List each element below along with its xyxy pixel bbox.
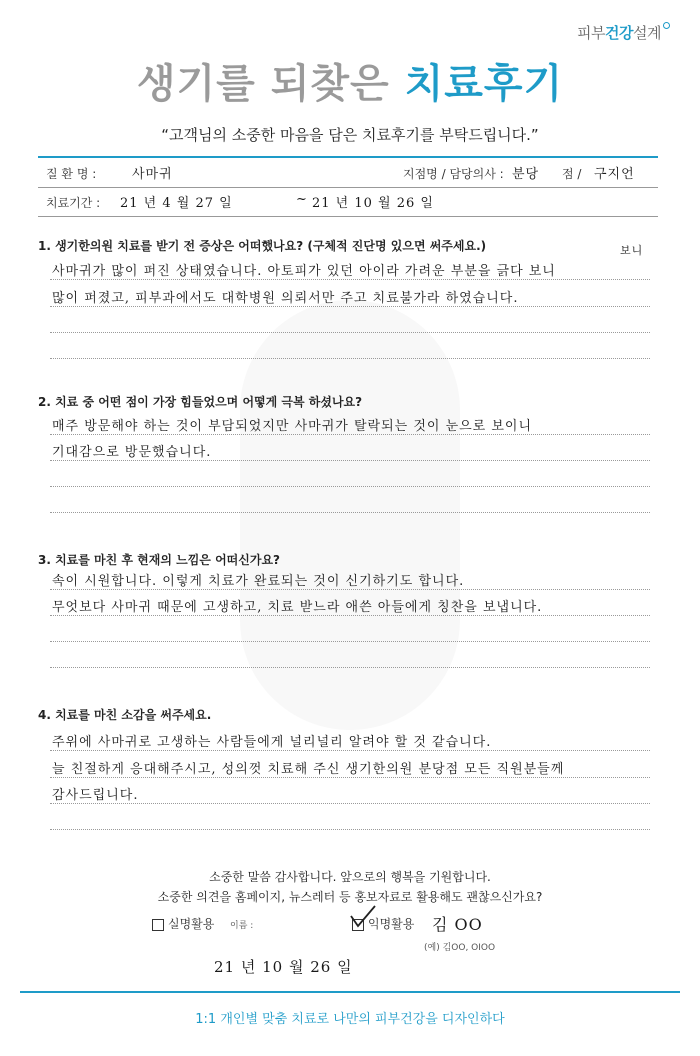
header-bottom-rule <box>38 216 658 217</box>
anonymous-option[interactable]: 익명활용 <box>352 915 414 932</box>
answer-1-line-1: 사마귀가 많이 퍼진 상태였습니다. 아토피가 있던 아이라 가려운 부분을 긁다 보니 <box>52 264 556 279</box>
answer-line <box>50 750 650 751</box>
question-1: 1. 생기한의원 치료를 받기 전 증상은 어떠했나요? (구체적 진단명 있으면 써주세요.) <box>38 239 487 253</box>
answer-1-line-2: 많이 퍼졌고, 피부과에서도 대학병원 의뢰서만 주고 치료불가라 하였습니다. <box>52 291 519 306</box>
answer-2-line-2: 기대감으로 방문했습니다. <box>52 445 212 460</box>
logo-dot-icon <box>663 22 670 29</box>
answer-line <box>50 615 650 616</box>
branch-suffix: 점 / <box>562 167 582 181</box>
name-example: (예) 김OO, OIOO <box>424 943 496 953</box>
name-label: 이름 : <box>230 921 254 931</box>
question-4: 4. 치료를 마친 소감을 써주세요. <box>38 708 212 722</box>
closing-thanks: 소중한 말씀 감사합니다. 앞으로의 행복을 기원합니다. <box>209 870 491 884</box>
disease-value: 사마귀 <box>132 167 173 182</box>
answer-line <box>50 332 650 333</box>
answer-line <box>50 641 650 642</box>
anonymous-name: 김 OO <box>432 915 483 934</box>
real-name-checkbox[interactable] <box>152 919 164 931</box>
checkmark-icon <box>348 904 378 930</box>
disease-label: 질 환 명 : <box>46 167 97 181</box>
background-watermark <box>240 300 460 730</box>
period-end: 21 년 10 월 26 일 <box>312 196 434 211</box>
real-name-option[interactable]: 실명활용 <box>152 915 214 932</box>
answer-line <box>50 358 650 359</box>
answer-line <box>50 512 650 513</box>
header-mid-rule <box>38 187 658 188</box>
branch-value: 분당 <box>512 167 540 182</box>
answer-4-line-1: 주위에 사마귀로 고생하는 사람들에게 널리널리 알려야 할 것 같습니다. <box>52 735 492 750</box>
page-subtitle: “고객님의 소중한 마음을 담은 치료후기를 부탁드립니다.” <box>161 126 539 144</box>
brand-logo: 피부건강설계 <box>577 22 670 43</box>
signature-date: 21 년 10 월 26 일 <box>214 958 353 976</box>
footer-rule <box>20 991 680 993</box>
period-start: 21 년 4 월 27 일 <box>120 196 233 211</box>
answer-4-line-2: 늘 친절하게 응대해주시고, 성의껏 치료해 주신 생기한의원 분당점 모든 직원분들께 <box>52 762 565 777</box>
answer-line <box>50 803 650 804</box>
period-separator: ~ <box>296 192 308 207</box>
answer-line <box>50 777 650 778</box>
branch-label: 지점명 / 담당의사 : <box>403 167 504 181</box>
header-top-rule <box>38 156 658 158</box>
footer-slogan: 1:1 개인별 맞춤 치료로 나만의 피부건강을 디자인하다 <box>195 1012 505 1027</box>
doctor-value: 구지언 <box>594 167 635 182</box>
answer-line <box>50 279 650 280</box>
answer-line <box>50 486 650 487</box>
answer-3-line-1: 속이 시원합니다. 이렇게 치료가 완료되는 것이 신기하기도 합니다. <box>52 574 465 589</box>
closing-consent-question: 소중한 의견을 홈페이지, 뉴스레터 등 홍보자료로 활용해도 괜찮으신가요? <box>157 890 543 904</box>
answer-line <box>50 306 650 307</box>
question-2: 2. 치료 중 어떤 점이 가장 힘들었으며 어떻게 극복 하셨나요? <box>38 395 363 409</box>
question-3: 3. 치료를 마친 후 현재의 느낌은 어떠신가요? <box>38 553 281 567</box>
period-label: 치료기간 : <box>46 196 101 210</box>
answer-1-insert: 보니 <box>620 244 644 257</box>
answer-line <box>50 434 650 435</box>
answer-line <box>50 829 650 830</box>
answer-2-line-1: 매주 방문해야 하는 것이 부담되었지만 사마귀가 탈락되는 것이 눈으로 보이니 <box>52 419 533 434</box>
answer-line <box>50 589 650 590</box>
page-title: 생기를 되찾은 치료후기 <box>136 61 564 107</box>
answer-3-line-2: 무엇보다 사마귀 때문에 고생하고, 치료 받느라 애쓴 아들에게 칭찬을 보냅니다. <box>52 600 543 615</box>
answer-line <box>50 460 650 461</box>
answer-line <box>50 667 650 668</box>
answer-4-line-3: 감사드립니다. <box>52 788 139 803</box>
